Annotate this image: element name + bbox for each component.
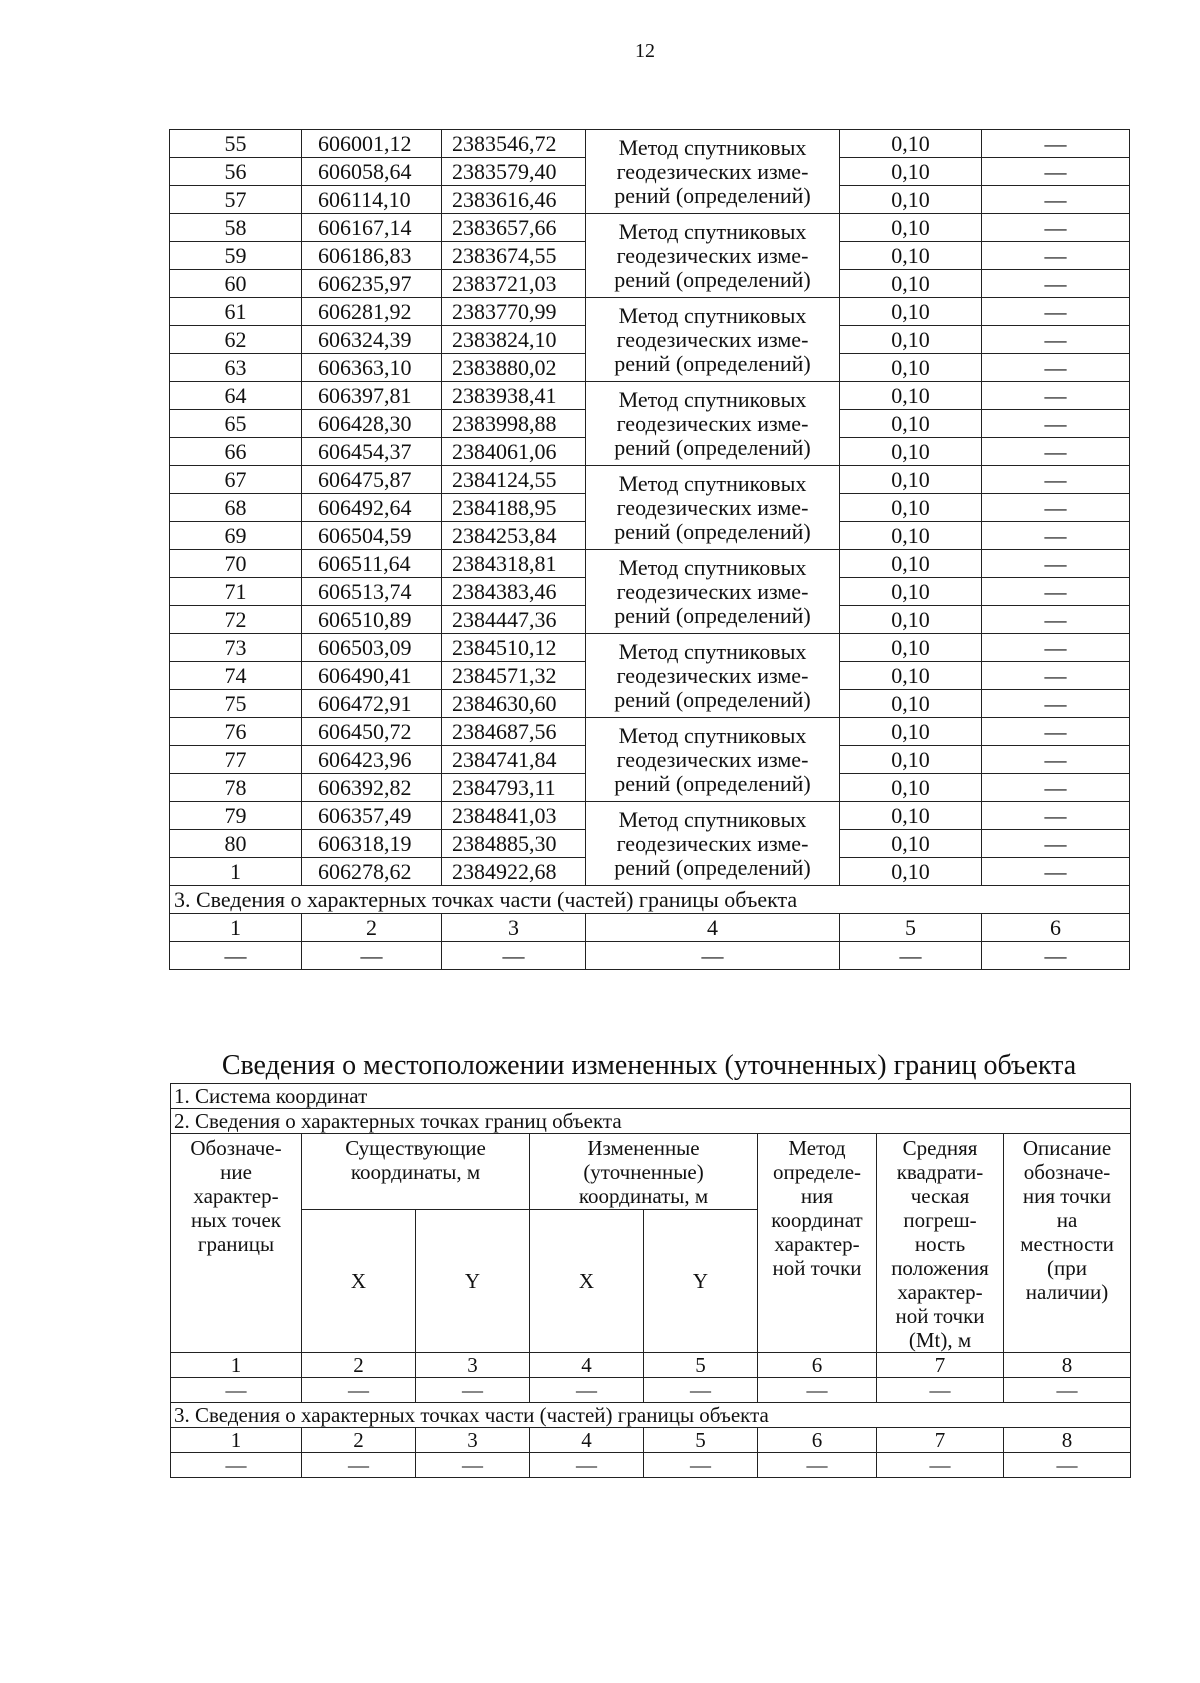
part-points-label: 3. Сведения о характерных точках части (частей) границы объекта xyxy=(170,886,1130,914)
empty-cell: — xyxy=(302,942,442,970)
empty-cell: — xyxy=(877,1453,1004,1478)
coord-x: 606397,81 xyxy=(302,382,442,410)
accuracy-value: 0,10 xyxy=(840,578,982,606)
point-number: 72 xyxy=(170,606,302,634)
coord-y: 2384630,60 xyxy=(442,690,586,718)
header-existing-coordinates xyxy=(302,1134,530,1210)
accuracy-value: 0,10 xyxy=(840,830,982,858)
column-number: 6 xyxy=(758,1353,877,1378)
accuracy-value: 0,10 xyxy=(840,326,982,354)
coord-x: 606511,64 xyxy=(302,550,442,578)
accuracy-value: 0,10 xyxy=(840,662,982,690)
point-number: 60 xyxy=(170,270,302,298)
coord-x: 606324,39 xyxy=(302,326,442,354)
empty-cell: — xyxy=(416,1453,530,1478)
header-line: определе- xyxy=(772,1160,862,1184)
accuracy-value: 0,10 xyxy=(840,298,982,326)
table-row xyxy=(170,382,1130,410)
method-line: Метод спутниковых xyxy=(618,218,807,244)
coord-y: 2384922,68 xyxy=(442,858,586,886)
section-title: Сведения о местоположении измененных (уточненных) границ объекта xyxy=(221,1050,1077,1081)
column-number: 8 xyxy=(1004,1353,1131,1378)
description-value: — xyxy=(982,578,1130,606)
accuracy-value: 0,10 xyxy=(840,858,982,886)
point-number: 79 xyxy=(170,802,302,830)
point-number: 63 xyxy=(170,354,302,382)
accuracy-value: 0,10 xyxy=(840,494,982,522)
description-value: — xyxy=(982,494,1130,522)
point-number: 56 xyxy=(170,158,302,186)
header-line: координаты, м xyxy=(578,1184,709,1208)
table-row xyxy=(170,214,1130,242)
accuracy-value: 0,10 xyxy=(840,242,982,270)
part-points-label: 3. Сведения о характерных точках части (частей) границы объекта xyxy=(171,1403,1131,1428)
method-line: геодезических изме- xyxy=(616,578,809,604)
method-line: рений (определений) xyxy=(614,602,811,628)
description-value: — xyxy=(982,550,1130,578)
method-line: рений (определений) xyxy=(614,770,811,796)
accuracy-value: 0,10 xyxy=(840,354,982,382)
point-number: 73 xyxy=(170,634,302,662)
coord-y: 2384253,84 xyxy=(442,522,586,550)
description-value: — xyxy=(982,382,1130,410)
method-cell xyxy=(586,718,840,802)
description-value: — xyxy=(982,830,1130,858)
coord-x: 606318,19 xyxy=(302,830,442,858)
empty-cell: — xyxy=(442,942,586,970)
description-value: — xyxy=(982,298,1130,326)
method-cell xyxy=(586,298,840,382)
coord-y: 2383998,88 xyxy=(442,410,586,438)
method-line: рений (определений) xyxy=(614,182,811,208)
empty-cell: — xyxy=(1004,1378,1131,1403)
method-line: геодезических изме- xyxy=(616,158,809,184)
description-value: — xyxy=(982,858,1130,886)
empty-cell: — xyxy=(302,1378,416,1403)
empty-cell: — xyxy=(644,1453,758,1478)
header-line: местности xyxy=(1020,1232,1114,1256)
header-existing-y: Y xyxy=(416,1210,530,1353)
header-line: на xyxy=(1056,1208,1078,1232)
coord-y: 2384447,36 xyxy=(442,606,586,634)
accuracy-value: 0,10 xyxy=(840,774,982,802)
header-line: (Mt), м xyxy=(908,1328,972,1352)
point-number: 77 xyxy=(170,746,302,774)
coord-y: 2383674,55 xyxy=(442,242,586,270)
header-method xyxy=(758,1134,877,1353)
description-value: — xyxy=(982,634,1130,662)
header-mean-square-error xyxy=(877,1134,1004,1353)
empty-cell: — xyxy=(644,1378,758,1403)
method-line: геодезических изме- xyxy=(616,410,809,436)
header-line: Существующие xyxy=(345,1136,486,1160)
column-number: 4 xyxy=(586,914,840,942)
point-number: 70 xyxy=(170,550,302,578)
coord-y: 2384061,06 xyxy=(442,438,586,466)
method-line: геодезических изме- xyxy=(616,830,809,856)
header-changed-x: X xyxy=(530,1210,644,1353)
header-designation xyxy=(171,1134,302,1353)
method-line: Метод спутниковых xyxy=(618,386,807,412)
header-line: Описание xyxy=(1022,1136,1112,1160)
coord-x: 606281,92 xyxy=(302,298,442,326)
method-cell xyxy=(586,634,840,718)
column-number: 2 xyxy=(302,914,442,942)
part-points-row xyxy=(171,1403,1131,1428)
table-row xyxy=(170,130,1130,158)
empty-cell: — xyxy=(982,942,1130,970)
point-number: 59 xyxy=(170,242,302,270)
coord-x: 606492,64 xyxy=(302,494,442,522)
description-value: — xyxy=(982,802,1130,830)
method-line: рений (определений) xyxy=(614,518,811,544)
column-number: 7 xyxy=(877,1353,1004,1378)
description-value: — xyxy=(982,270,1130,298)
table-row xyxy=(170,718,1130,746)
method-line: геодезических изме- xyxy=(616,242,809,268)
description-value: — xyxy=(982,130,1130,158)
column-number: 1 xyxy=(171,1428,302,1453)
coord-x: 606001,12 xyxy=(302,130,442,158)
header-line: положения xyxy=(891,1256,989,1280)
description-value: — xyxy=(982,606,1130,634)
accuracy-value: 0,10 xyxy=(840,550,982,578)
coord-y: 2384571,32 xyxy=(442,662,586,690)
header-line: ческая xyxy=(910,1184,970,1208)
method-line: рений (определений) xyxy=(614,266,811,292)
point-number: 74 xyxy=(170,662,302,690)
coord-y: 2383938,41 xyxy=(442,382,586,410)
empty-cell: — xyxy=(171,1378,302,1403)
coord-y: 2383579,40 xyxy=(442,158,586,186)
table-row xyxy=(170,550,1130,578)
coord-x: 606490,41 xyxy=(302,662,442,690)
description-value: — xyxy=(982,214,1130,242)
description-value: — xyxy=(982,718,1130,746)
header-line: (уточненные) xyxy=(583,1160,704,1184)
coord-y: 2384318,81 xyxy=(442,550,586,578)
point-number: 64 xyxy=(170,382,302,410)
column-number: 4 xyxy=(530,1353,644,1378)
accuracy-value: 0,10 xyxy=(840,158,982,186)
coord-x: 606428,30 xyxy=(302,410,442,438)
header-line: характер- xyxy=(897,1280,983,1304)
empty-cell: — xyxy=(758,1378,877,1403)
column-number: 3 xyxy=(416,1428,530,1453)
header-line: ных точек xyxy=(190,1208,282,1232)
description-value: — xyxy=(982,746,1130,774)
coord-y: 2383546,72 xyxy=(442,130,586,158)
method-cell xyxy=(586,802,840,886)
header-line: погреш- xyxy=(903,1208,977,1232)
header-line: ние xyxy=(220,1160,252,1184)
header-line: ния точки xyxy=(1022,1184,1112,1208)
header-line: квадрати- xyxy=(896,1160,984,1184)
column-number: 5 xyxy=(644,1428,758,1453)
empty-row xyxy=(171,1453,1131,1478)
column-number: 6 xyxy=(758,1428,877,1453)
header-line: наличии) xyxy=(1025,1280,1109,1304)
column-number: 3 xyxy=(442,914,586,942)
point-number: 78 xyxy=(170,774,302,802)
header-line: ность xyxy=(914,1232,966,1256)
description-value: — xyxy=(982,774,1130,802)
method-line: Метод спутниковых xyxy=(618,134,807,160)
header-line: характер- xyxy=(193,1184,279,1208)
coord-x: 606503,09 xyxy=(302,634,442,662)
coord-x: 606167,14 xyxy=(302,214,442,242)
coord-y: 2384885,30 xyxy=(442,830,586,858)
header-line: (при xyxy=(1047,1256,1087,1280)
point-number: 61 xyxy=(170,298,302,326)
points-info-label: 2. Сведения о характерных точках границ объекта xyxy=(171,1109,1131,1134)
description-value: — xyxy=(982,438,1130,466)
header-existing-x: X xyxy=(302,1210,416,1353)
coord-x: 606450,72 xyxy=(302,718,442,746)
coord-x: 606114,10 xyxy=(302,186,442,214)
column-number: 8 xyxy=(1004,1428,1131,1453)
header-changed-coordinates xyxy=(530,1134,758,1210)
point-number: 68 xyxy=(170,494,302,522)
method-line: рений (определений) xyxy=(614,686,811,712)
coord-y: 2383721,03 xyxy=(442,270,586,298)
method-line: Метод спутниковых xyxy=(618,554,807,580)
header-line: Метод xyxy=(788,1136,846,1160)
point-number: 57 xyxy=(170,186,302,214)
section-row xyxy=(170,886,1130,914)
coord-y: 2384793,11 xyxy=(442,774,586,802)
method-line: геодезических изме- xyxy=(616,662,809,688)
accuracy-value: 0,10 xyxy=(840,746,982,774)
header-row-1 xyxy=(171,1134,1131,1210)
table-row xyxy=(170,298,1130,326)
coord-x: 606475,87 xyxy=(302,466,442,494)
coord-y: 2384741,84 xyxy=(442,746,586,774)
header-line: границы xyxy=(197,1232,275,1256)
coord-x: 606504,59 xyxy=(302,522,442,550)
accuracy-value: 0,10 xyxy=(840,606,982,634)
coord-x: 606423,96 xyxy=(302,746,442,774)
empty-cell: — xyxy=(530,1378,644,1403)
column-number: 1 xyxy=(170,914,302,942)
accuracy-value: 0,10 xyxy=(840,410,982,438)
method-cell xyxy=(586,130,840,214)
page-number: 12 xyxy=(635,40,655,62)
point-number: 1 xyxy=(170,858,302,886)
method-line: Метод спутниковых xyxy=(618,806,807,832)
coord-x: 606363,10 xyxy=(302,354,442,382)
description-value: — xyxy=(982,242,1130,270)
column-number: 5 xyxy=(644,1353,758,1378)
header-line: характер- xyxy=(774,1232,860,1256)
header-line: ной точки xyxy=(772,1256,862,1280)
changed-boundaries-table xyxy=(170,1083,1131,1478)
header-description xyxy=(1004,1134,1131,1353)
header-line: Измененные xyxy=(587,1136,700,1160)
coord-x: 606472,91 xyxy=(302,690,442,718)
point-number: 75 xyxy=(170,690,302,718)
description-value: — xyxy=(982,522,1130,550)
accuracy-value: 0,10 xyxy=(840,130,982,158)
coord-x: 606357,49 xyxy=(302,802,442,830)
coord-x: 606278,62 xyxy=(302,858,442,886)
coord-x: 606454,37 xyxy=(302,438,442,466)
accuracy-value: 0,10 xyxy=(840,634,982,662)
coordinate-system-row xyxy=(171,1084,1131,1109)
header-line: Обозначе- xyxy=(190,1136,282,1160)
column-number: 2 xyxy=(302,1353,416,1378)
method-line: Метод спутниковых xyxy=(618,638,807,664)
description-value: — xyxy=(982,466,1130,494)
empty-cell: — xyxy=(416,1378,530,1403)
column-number-row xyxy=(171,1428,1131,1453)
method-line: геодезических изме- xyxy=(616,494,809,520)
coord-y: 2384687,56 xyxy=(442,718,586,746)
empty-cell: — xyxy=(171,1453,302,1478)
method-line: рений (определений) xyxy=(614,350,811,376)
boundary-points-table xyxy=(169,129,1130,970)
header-line: обозначе- xyxy=(1023,1160,1111,1184)
empty-row xyxy=(171,1378,1131,1403)
coord-x: 606235,97 xyxy=(302,270,442,298)
header-line: Средняя xyxy=(902,1136,978,1160)
description-value: — xyxy=(982,186,1130,214)
coord-y: 2383880,02 xyxy=(442,354,586,382)
point-number: 69 xyxy=(170,522,302,550)
accuracy-value: 0,10 xyxy=(840,438,982,466)
method-line: Метод спутниковых xyxy=(618,302,807,328)
accuracy-value: 0,10 xyxy=(840,270,982,298)
column-number: 4 xyxy=(530,1428,644,1453)
table-row xyxy=(170,802,1130,830)
column-number-row xyxy=(171,1353,1131,1378)
point-number: 58 xyxy=(170,214,302,242)
accuracy-value: 0,10 xyxy=(840,466,982,494)
accuracy-value: 0,10 xyxy=(840,186,982,214)
header-line: ния xyxy=(800,1184,834,1208)
header-line: координаты, м xyxy=(350,1160,481,1184)
coord-y: 2384510,12 xyxy=(442,634,586,662)
point-number: 71 xyxy=(170,578,302,606)
method-cell xyxy=(586,214,840,298)
column-number: 6 xyxy=(982,914,1130,942)
description-value: — xyxy=(982,690,1130,718)
point-number: 66 xyxy=(170,438,302,466)
empty-cell: — xyxy=(1004,1453,1131,1478)
table-row xyxy=(170,466,1130,494)
column-number: 3 xyxy=(416,1353,530,1378)
column-number: 5 xyxy=(840,914,982,942)
coord-x: 606058,64 xyxy=(302,158,442,186)
column-number: 2 xyxy=(302,1428,416,1453)
point-number: 80 xyxy=(170,830,302,858)
empty-cell: — xyxy=(758,1453,877,1478)
accuracy-value: 0,10 xyxy=(840,718,982,746)
coordinate-system-label: 1. Система координат xyxy=(171,1084,1131,1109)
description-value: — xyxy=(982,326,1130,354)
description-value: — xyxy=(982,662,1130,690)
method-line: рений (определений) xyxy=(614,854,811,880)
coord-y: 2383657,66 xyxy=(442,214,586,242)
accuracy-value: 0,10 xyxy=(840,522,982,550)
method-cell xyxy=(586,382,840,466)
column-number: 7 xyxy=(877,1428,1004,1453)
empty-cell: — xyxy=(302,1453,416,1478)
coord-y: 2383616,46 xyxy=(442,186,586,214)
description-value: — xyxy=(982,158,1130,186)
point-number: 67 xyxy=(170,466,302,494)
coord-y: 2383770,99 xyxy=(442,298,586,326)
coord-x: 606186,83 xyxy=(302,242,442,270)
points-info-row xyxy=(171,1109,1131,1134)
coord-y: 2384188,95 xyxy=(442,494,586,522)
coord-y: 2383824,10 xyxy=(442,326,586,354)
method-line: геодезических изме- xyxy=(616,326,809,352)
coord-y: 2384383,46 xyxy=(442,578,586,606)
empty-cell: — xyxy=(170,942,302,970)
point-number: 62 xyxy=(170,326,302,354)
accuracy-value: 0,10 xyxy=(840,382,982,410)
description-value: — xyxy=(982,410,1130,438)
accuracy-value: 0,10 xyxy=(840,214,982,242)
column-number-row xyxy=(170,914,1130,942)
method-line: геодезических изме- xyxy=(616,746,809,772)
header-line: ной точки xyxy=(895,1304,985,1328)
method-cell xyxy=(586,550,840,634)
point-number: 65 xyxy=(170,410,302,438)
method-line: Метод спутниковых xyxy=(618,470,807,496)
header-changed-y: Y xyxy=(644,1210,758,1353)
coord-x: 606510,89 xyxy=(302,606,442,634)
empty-cell: — xyxy=(586,942,840,970)
empty-row xyxy=(170,942,1130,970)
point-number: 55 xyxy=(170,130,302,158)
header-line: координат xyxy=(771,1208,863,1232)
coord-x: 606513,74 xyxy=(302,578,442,606)
point-number: 76 xyxy=(170,718,302,746)
method-line: Метод спутниковых xyxy=(618,722,807,748)
coord-y: 2384841,03 xyxy=(442,802,586,830)
empty-cell: — xyxy=(530,1453,644,1478)
empty-cell: — xyxy=(840,942,982,970)
coord-y: 2384124,55 xyxy=(442,466,586,494)
column-number: 1 xyxy=(171,1353,302,1378)
table-row xyxy=(170,634,1130,662)
accuracy-value: 0,10 xyxy=(840,802,982,830)
empty-cell: — xyxy=(877,1378,1004,1403)
description-value: — xyxy=(982,354,1130,382)
method-cell xyxy=(586,466,840,550)
method-line: рений (определений) xyxy=(614,434,811,460)
coord-x: 606392,82 xyxy=(302,774,442,802)
accuracy-value: 0,10 xyxy=(840,690,982,718)
